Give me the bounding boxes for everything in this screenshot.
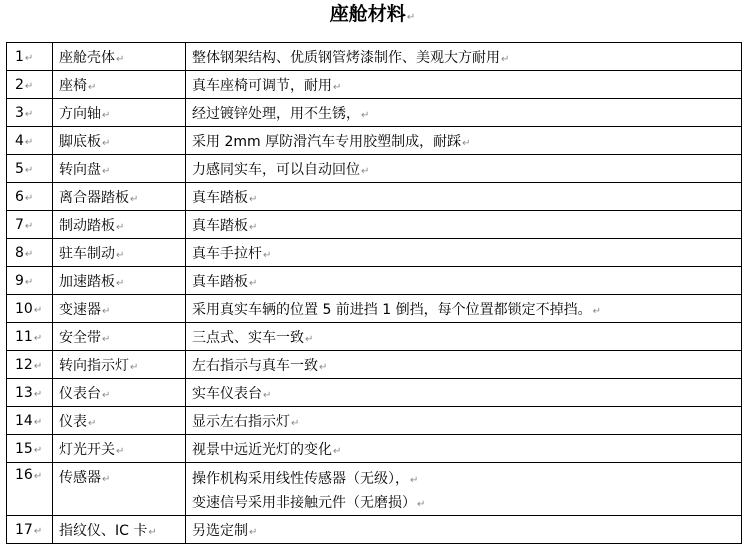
- item-name-text: 驻车制动: [59, 245, 115, 262]
- item-name: [53, 323, 186, 351]
- row-number: [7, 43, 53, 71]
- title-text: 座舱材料: [329, 3, 406, 25]
- row-number-text: 13: [15, 384, 33, 401]
- item-description-text: 力感同实车，可以自动回位: [192, 161, 360, 178]
- item-description-text: 三点式、实车一致: [192, 329, 304, 346]
- paragraph-mark: ↵: [102, 109, 111, 121]
- row-number: [7, 239, 53, 267]
- item-name: [53, 407, 186, 435]
- table-row: [7, 379, 742, 407]
- description-text: 操作机构采用线性传感器（无级），: [192, 471, 409, 487]
- item-description-text: 采用真实车辆的位置 5 前进挡 1 倒挡，每个位置都锁定不掉挡。: [192, 301, 592, 318]
- paragraph-mark: ↵: [24, 220, 34, 232]
- paragraph-mark: ↵: [102, 165, 111, 177]
- item-name: [53, 155, 186, 183]
- paragraph-mark: ↵: [33, 416, 43, 428]
- row-number: [7, 99, 53, 127]
- item-name-text: 方向轴: [59, 105, 101, 122]
- item-description-text: 真车手拉杆: [192, 245, 262, 262]
- document-title: [0, 0, 745, 30]
- item-description-text: 另选定制: [192, 522, 248, 539]
- item-name-text: 仪表台: [59, 385, 101, 402]
- item-name: [53, 295, 186, 323]
- item-name: [53, 379, 186, 407]
- paragraph-mark: ↵: [102, 474, 111, 485]
- paragraph-mark: ↵: [361, 109, 370, 121]
- paragraph-mark: ↵: [592, 305, 602, 317]
- item-description: [186, 127, 742, 155]
- row-number: [7, 155, 53, 183]
- row-number: [7, 127, 53, 155]
- paragraph-mark: ↵: [24, 248, 34, 260]
- paragraph-mark: ↵: [319, 361, 328, 373]
- item-name: [53, 71, 186, 99]
- item-description: [186, 211, 742, 239]
- item-description-text: 实车仪表台: [192, 385, 262, 402]
- row-number: [7, 323, 53, 351]
- paragraph-mark: ↵: [462, 137, 471, 149]
- item-name-text: 传感器: [59, 470, 101, 486]
- row-number-text: 2: [15, 76, 24, 93]
- item-name: [53, 463, 186, 516]
- item-name-text: 转向指示灯: [59, 357, 129, 374]
- paragraph-mark: ↵: [501, 53, 510, 65]
- row-number-text: 12: [15, 356, 33, 373]
- item-name-text: 制动踏板: [59, 217, 115, 234]
- row-number-text: 14: [15, 412, 33, 429]
- paragraph-mark: ↵: [417, 499, 426, 510]
- table-row: [7, 267, 742, 295]
- item-name-text: 灯光开关: [59, 441, 115, 458]
- row-number: [7, 435, 53, 463]
- item-name-text: 转向盘: [59, 161, 101, 178]
- table-row: [7, 351, 742, 379]
- paragraph-mark: ↵: [249, 221, 258, 233]
- table-row: [7, 127, 742, 155]
- paragraph-mark: ↵: [291, 417, 300, 429]
- paragraph-mark: ↵: [33, 444, 43, 456]
- row-number: [7, 71, 53, 99]
- item-name: [53, 435, 186, 463]
- item-name: [53, 239, 186, 267]
- item-description-text: 真车踏板: [192, 273, 248, 290]
- item-description: [186, 407, 742, 435]
- table-row: [7, 295, 742, 323]
- item-name: [53, 43, 186, 71]
- item-name-text: 脚底板: [59, 133, 101, 150]
- paragraph-mark: ↵: [249, 526, 258, 538]
- row-number-text: 17: [15, 521, 33, 538]
- paragraph-mark: ↵: [24, 108, 34, 120]
- item-name-text: 离合器踏板: [59, 189, 129, 206]
- item-description-text: 左右指示与真车一致: [192, 357, 318, 374]
- item-name-text: 变速器: [59, 301, 101, 318]
- paragraph-mark: ↵: [116, 277, 125, 289]
- paragraph-mark: ↵: [305, 333, 314, 345]
- table-row: [7, 516, 742, 544]
- paragraph-mark: ↵: [410, 475, 419, 486]
- paragraph-mark: ↵: [263, 249, 272, 261]
- item-description: [186, 435, 742, 463]
- paragraph-mark: ↵: [249, 193, 258, 205]
- row-number: [7, 516, 53, 544]
- description-text: 变速信号采用非接触元件（无磨损）: [192, 495, 416, 511]
- paragraph-mark: ↵: [148, 526, 157, 538]
- item-description-text: 真车座椅可调节，耐用: [192, 77, 332, 94]
- item-name-text: 加速踏板: [59, 273, 115, 290]
- row-number-text: 15: [15, 440, 33, 457]
- paragraph-mark: ↵: [116, 249, 125, 261]
- paragraph-mark: ↵: [102, 305, 111, 317]
- item-name-text: 仪表: [59, 413, 87, 430]
- item-description-text: 真车踏板: [192, 217, 248, 234]
- row-number: [7, 379, 53, 407]
- row-number: [7, 295, 53, 323]
- row-number-text: 3: [15, 104, 24, 121]
- materials-table: [6, 42, 742, 544]
- description-line: [192, 467, 741, 491]
- item-description: [186, 516, 742, 544]
- item-description-text: 真车踏板: [192, 189, 248, 206]
- item-name: [53, 267, 186, 295]
- paragraph-mark: ↵: [33, 332, 43, 344]
- row-number-text: 4: [15, 132, 24, 149]
- paragraph-mark: ↵: [24, 164, 34, 176]
- paragraph-mark: ↵: [406, 12, 416, 23]
- row-number: [7, 183, 53, 211]
- row-number-text: 10: [15, 300, 33, 317]
- paragraph-mark: ↵: [33, 388, 43, 400]
- row-number-text: 9: [15, 272, 24, 289]
- item-description: [186, 183, 742, 211]
- row-number: [7, 463, 53, 516]
- item-description-text: 采用 2mm 厚防滑汽车专用胶塑制成，耐踩: [192, 133, 462, 150]
- paragraph-mark: ↵: [33, 360, 43, 372]
- item-description: [186, 295, 742, 323]
- paragraph-mark: ↵: [116, 445, 125, 457]
- paragraph-mark: ↵: [33, 525, 43, 537]
- item-name-text: 座舱壳体: [59, 49, 115, 66]
- table-row: [7, 43, 742, 71]
- item-description: [186, 463, 742, 516]
- paragraph-mark: ↵: [116, 221, 125, 233]
- table-row: [7, 183, 742, 211]
- table-row: [7, 211, 742, 239]
- paragraph-mark: ↵: [333, 81, 342, 93]
- item-name: [53, 516, 186, 544]
- table-row: [7, 155, 742, 183]
- table-row: [7, 463, 742, 516]
- table-row: [7, 71, 742, 99]
- item-description: [186, 239, 742, 267]
- item-description: [186, 71, 742, 99]
- row-number-text: 8: [15, 244, 24, 261]
- item-name: [53, 99, 186, 127]
- paragraph-mark: ↵: [102, 389, 111, 401]
- paragraph-mark: ↵: [102, 137, 111, 149]
- item-name: [53, 351, 186, 379]
- paragraph-mark: ↵: [263, 389, 272, 401]
- paragraph-mark: ↵: [249, 277, 258, 289]
- paragraph-mark: ↵: [130, 193, 139, 205]
- item-description-text: 整体钢架结构、优质钢管烤漆制作、美观大方耐用: [192, 49, 500, 66]
- item-name-text: 安全带: [59, 329, 101, 346]
- materials-table-body: [7, 43, 742, 544]
- paragraph-mark: ↵: [24, 192, 34, 204]
- paragraph-mark: ↵: [24, 136, 34, 148]
- paragraph-mark: ↵: [361, 165, 370, 177]
- table-row: [7, 99, 742, 127]
- item-name: [53, 127, 186, 155]
- row-number: [7, 211, 53, 239]
- item-name-text: 指纹仪、IC 卡: [59, 522, 148, 539]
- row-number: [7, 407, 53, 435]
- description-line: [192, 491, 741, 515]
- item-description: [186, 155, 742, 183]
- row-number: [7, 351, 53, 379]
- table-row: [7, 435, 742, 463]
- paragraph-mark: ↵: [116, 53, 125, 65]
- item-description: [186, 351, 742, 379]
- item-description-text: 视景中远近光灯的变化: [192, 441, 332, 458]
- paragraph-mark: ↵: [24, 276, 34, 288]
- item-description-text: 经过镀锌处理，用不生锈，: [192, 105, 360, 122]
- row-number-text: 6: [15, 188, 24, 205]
- item-description: [186, 99, 742, 127]
- row-number-text: 1: [15, 48, 24, 65]
- paragraph-mark: ↵: [88, 81, 97, 93]
- paragraph-mark: ↵: [88, 417, 97, 429]
- item-description: [186, 267, 742, 295]
- item-description: [186, 379, 742, 407]
- item-name: [53, 211, 186, 239]
- item-description: [186, 43, 742, 71]
- row-number-text: 5: [15, 160, 24, 177]
- row-number-text: 11: [15, 328, 33, 345]
- paragraph-mark: ↵: [24, 80, 34, 92]
- paragraph-mark: ↵: [33, 471, 43, 482]
- row-number-text: 16: [15, 467, 33, 483]
- item-name: [53, 183, 186, 211]
- paragraph-mark: ↵: [130, 361, 139, 373]
- table-row: [7, 407, 742, 435]
- item-name-text: 座椅: [59, 77, 87, 94]
- paragraph-mark: ↵: [24, 52, 34, 64]
- table-row: [7, 323, 742, 351]
- paragraph-mark: ↵: [102, 333, 111, 345]
- item-description-text: 显示左右指示灯: [192, 413, 290, 430]
- table-row: [7, 239, 742, 267]
- paragraph-mark: ↵: [33, 304, 43, 316]
- row-number: [7, 267, 53, 295]
- row-number-text: 7: [15, 216, 24, 233]
- paragraph-mark: ↵: [333, 445, 342, 457]
- item-description: [186, 323, 742, 351]
